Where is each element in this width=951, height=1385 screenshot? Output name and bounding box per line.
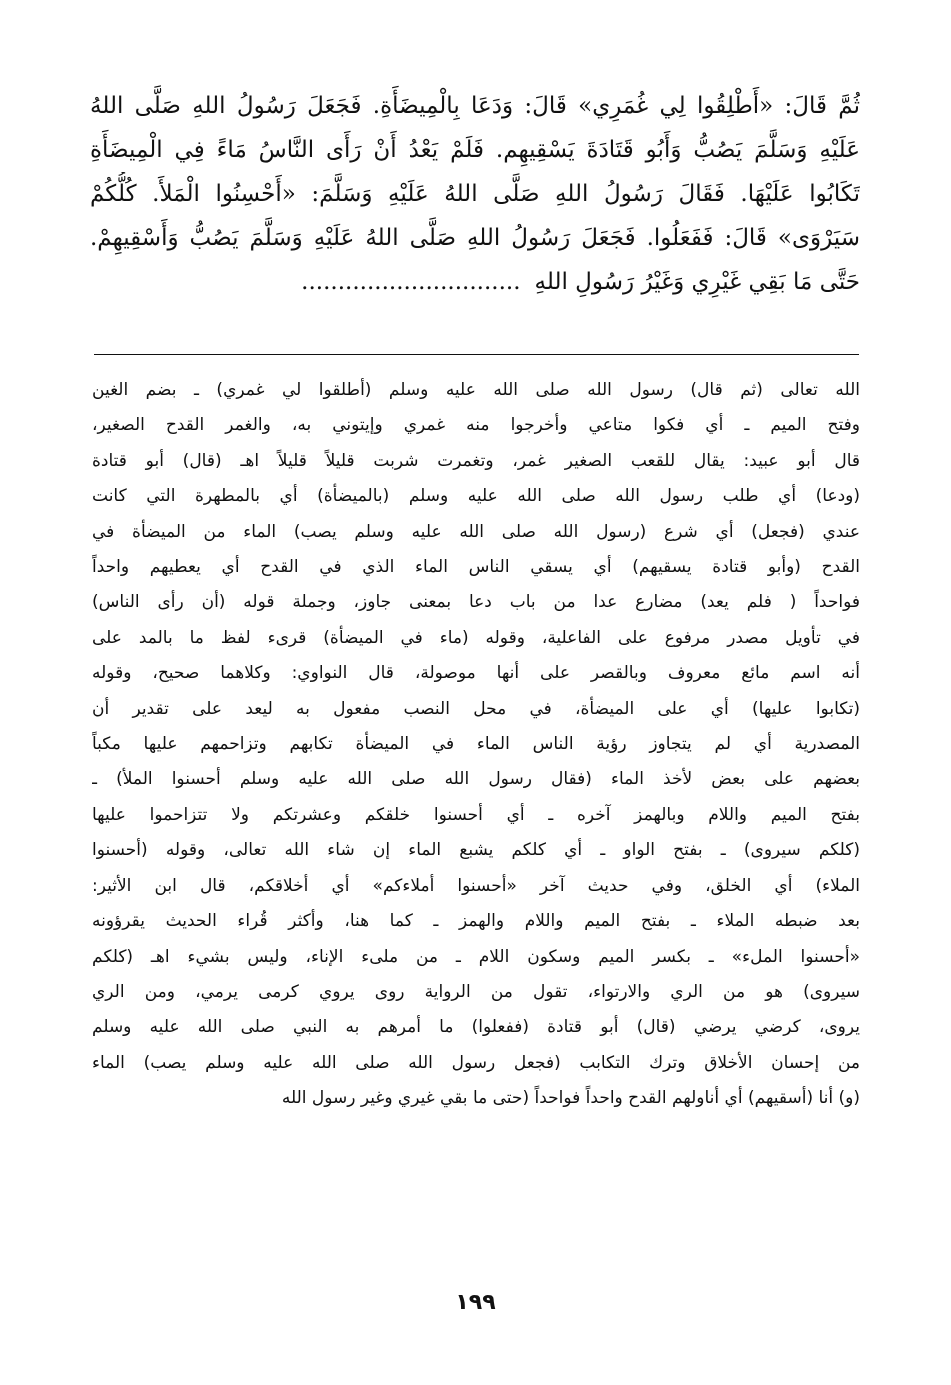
commentary-line-14: (كلكم سيروى) ـ بفتح الواو ـ أي كلكم يشبع الماء إن شاء الله تعالى، وقوله (أحسنوا: [92, 840, 860, 861]
hadith-text-block: [90, 84, 860, 304]
commentary-line-2: وفتح الميم ـ أي فكوا متاعي وأخرجوا منه غمري وإيتوني به، والغمر القدح الصغير،: [92, 415, 860, 436]
commentary-block: [92, 373, 860, 1117]
matn-line-5: [90, 260, 860, 304]
matn-line-3: تَكَابُوا عَلَيْهَا. فَقَالَ رَسُولُ اللهِ صَلَّى اللهُ عَلَيْهِ وَسَلَّمَ: «أَحْسِنُوا الْمَلأَ. كُلُّكُمْ: [90, 181, 860, 207]
commentary-line-9: أنه اسم مائع معروف وبالقصر على أنها موصولة، قال النواوي: وكلاهما صحيح، وقوله: [92, 663, 860, 684]
commentary-line-6: القدح (وأبو قتادة يسقيهم) أي يسقي الناس الماء الذي في القدح أي يعطيهم واحداً: [92, 557, 860, 578]
matn-line-5-text: حَتَّى مَا بَقِي غَيْرِي وَغَيْرُ رَسُولِ اللهِ: [534, 269, 860, 295]
commentary-line-20: من إحسان الأخلاق وترك التكابب (فجعل رسول الله صلى الله عليه وسلم يصب) الماء: [92, 1052, 860, 1073]
commentary-line-7: فواحداً ( فلم يعد) مضارع عدا من باب دعا بمعنى جاوز، وجملة قوله (أن رأى الناس): [92, 592, 860, 613]
commentary-line-19: يروى، كرضي يرضي (قال) أبو قتادة (ففعلوا) ما أمرهم به النبي صلى الله عليه وسلم: [92, 1017, 860, 1038]
commentary-line-16: بعد ضبطه الملاء ـ بفتح الميم واللام والهمز ـ كما هنا، وأكثر قُراء الحديث يقرؤونه: [92, 911, 860, 932]
commentary-line-13: بفتح الميم واللام وبالهمز آخره ـ أي أحسنوا خلقكم وعشرتكم ولا تتزاحموا عليها: [92, 804, 860, 825]
page-number: ١٩٩: [455, 1290, 496, 1315]
commentary-line-10: (تكابوا عليها) أي على الميضأة، في محل النصب مفعول به ليعد على تقدير أن: [92, 698, 860, 719]
commentary-line-21: (و) أنا (أسقيهم) أي أناولهم القدح واحداً فواحداً (حتى ما بقي غيري وغير رسول الله: [281, 1088, 860, 1109]
commentary-line-1: الله تعالى (ثم قال) رسول الله صلى الله عليه وسلم (أطلقوا لي غمري) ـ بضم الغين: [92, 380, 860, 400]
commentary-line-15: الملاء) أي الخلق، وفي حديث آخر «أحسنوا أملاءكم» أي أخلاقكم، قال ابن الأثير:: [92, 875, 860, 896]
hadith-matn: [90, 84, 860, 304]
commentary-line-4: (ودعا) أي طلب رسول الله صلى الله عليه وسلم (بالميضأة) أي بالمطهرة التي كانت: [92, 486, 860, 507]
commentary-line-8: في تأويل مصدر مرفوع على الفاعلية، وقوله (ماء في الميضأة) قرىء لفظ ما بالمد على: [92, 627, 860, 648]
matn-line-1: ثُمَّ قَالَ: «أَطْلِقُوا لِي غُمَرِي» قَالَ: وَدَعَا بِالْمِيضَأَةِ. فَجَعَلَ رَسُولُ اللهِ صَلَّى اللهُ: [90, 93, 860, 119]
commentary-line-18: سيروى) هو من الري والارتواء، تقول من الرواية روى يروي كرمى يرمي، ومن الري: [92, 981, 860, 1002]
matn-line-2: عَلَيْهِ وَسَلَّمَ يَصُبُّ وَأَبُو قَتَادَةَ يَسْقِيهِم. فَلَمْ يَعْدُ أَنْ رَأَى النَّاسُ مَاءً فِي الْمِيضَأَةِ: [90, 137, 860, 163]
matn-line-4: سَيَرْوَى» قَالَ: فَفَعَلُوا. فَجَعَلَ رَسُولُ اللهِ صَلَّى اللهُ عَلَيْهِ وَسَلَّمَ يَصُبُّ وَأَسْقِيهِمْ.: [90, 225, 860, 251]
commentary-line-11: المصدرية أي لم يتجاوز رؤية الناس الماء في الميضأة تكابهم وتزاحمهم عليها مكباً: [92, 734, 860, 755]
continuation-dots: ..............................: [301, 269, 521, 295]
commentary-line-3: قال أبو عبيد: يقال للقعب الصغير غمر، وتغمرت شربت قليلاً قليلاً اهـ (قال) أبو قتادة: [92, 450, 860, 471]
commentary-line-17: «أحسنوا الملء» ـ بكسر الميم وسكون اللام ـ من ملىء الإناء، وليس بشيء اهـ (كلكم: [92, 946, 860, 967]
section-divider: [94, 354, 859, 355]
commentary-line-5: عندي (فجعل) أي شرع (رسول الله صلى الله عليه وسلم يصب) الماء من الميضأة في: [92, 521, 860, 542]
commentary-line-12: بعضهم على بعض لأخذ الماء (فقال رسول الله صلى الله عليه وسلم أحسنوا الملأ) ـ: [92, 769, 860, 790]
